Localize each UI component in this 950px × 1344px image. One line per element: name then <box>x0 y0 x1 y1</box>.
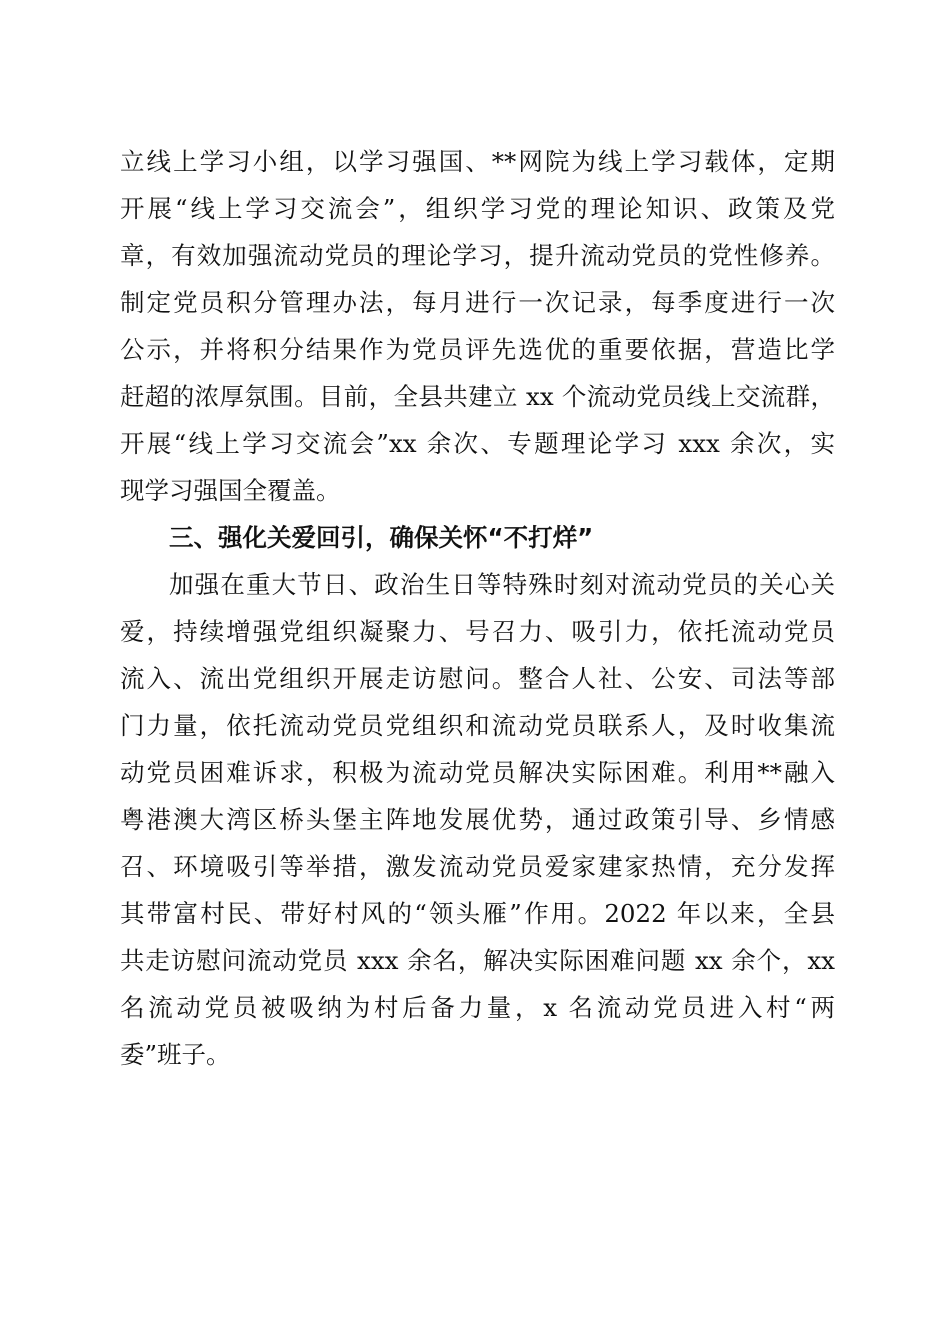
text-line: 名流动党员被吸纳为村后备力量，x 名流动党员进入村“两 <box>120 993 835 1022</box>
text-line: 开展“线上学习交流会”，组织学习党的理论知识、政策及党 <box>120 194 835 223</box>
text-line: 爱，持续增强党组织凝聚力、号召力、吸引力，依托流动党员 <box>120 617 835 646</box>
text-line: 委”班子。 <box>120 1040 231 1069</box>
text-line: 共走访慰问流动党员 xxx 余名，解决实际困难问题 xx 余个，xx <box>120 946 835 975</box>
text-line: 开展“线上学习交流会”xx 余次、专题理论学习 xxx 余次，实 <box>120 429 835 458</box>
text-line: 其带富村民、带好村风的“领头雁”作用。2022 年以来，全县 <box>120 899 835 928</box>
text-line: 粤港澳大湾区桥头堡主阵地发展优势，通过政策引导、乡情感 <box>120 805 835 834</box>
text-line: 章，有效加强流动党员的理论学习，提升流动党员的党性修养。 <box>120 241 835 270</box>
text-line: 制定党员积分管理办法，每月进行一次记录，每季度进行一次 <box>120 288 835 317</box>
text-line: 召、环境吸引等举措，激发流动党员爱家建家热情，充分发挥 <box>120 852 835 881</box>
document-body <box>120 138 835 1078</box>
text-line: 赶超的浓厚氛围。目前，全县共建立 xx 个流动党员线上交流群， <box>120 382 835 411</box>
paragraph-learning <box>120 138 835 514</box>
text-line: 动党员困难诉求，积极为流动党员解决实际困难。利用**融入 <box>120 758 835 787</box>
text-line: 公示，并将积分结果作为党员评先选优的重要依据，营造比学 <box>120 335 835 364</box>
paragraph-care <box>120 561 835 1078</box>
text-line: 现学习强国全覆盖。 <box>120 476 341 505</box>
text-line: 门力量，依托流动党员党组织和流动党员联系人，及时收集流 <box>120 711 835 740</box>
text-line: 加强在重大节日、政治生日等特殊时刻对流动党员的关心关 <box>169 570 835 599</box>
text-line: 流入、流出党组织开展走访慰问。整合人社、公安、司法等部 <box>120 664 835 693</box>
section-heading: 三、强化关爱回引，确保关怀“不打烊” <box>169 523 594 552</box>
text-line: 立线上学习小组，以学习强国、**网院为线上学习载体，定期 <box>120 147 835 176</box>
